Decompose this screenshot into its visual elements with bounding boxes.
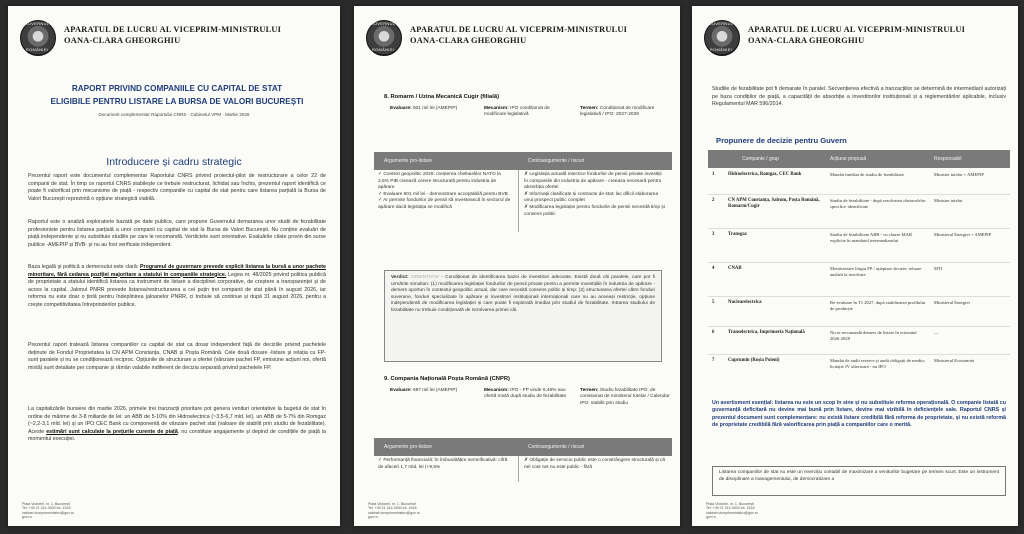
column-action: Acțiune propusă <box>830 156 867 162</box>
paragraph-2: Raportul este o analiză exploratorie bazată pe date publice, care propune Guvernului demararea unor studii de fezabilitate profesioniste pentru listarea parțială a unor companii cu capital de stat la Bursa de Valori București. Nu conține evaluări de piață independente și nu substituie studiile pe care le recomandă. Verdictele sunt orientative. Evaluările citate provin din surse publice -AMEPIP și BVB- și nu au fost verificate independent. <box>28 219 326 248</box>
evaluation-value: 601 mil lei (AMEPIP) <box>412 106 458 111</box>
column-pro: Argumente pro-listare <box>384 158 433 164</box>
paragraph-5-rest: , nu constituie angajamente și depind de condițiile de piață la momentul execuției. <box>28 428 326 443</box>
paragraph-3-rest: Legea nr. 48/2025 privind politica publică de proprietate a statului identifică listarea ca instrument de listare a disciplinei corporative, de creștere a transparenței și de acces la capital. Jalonul PNRR prevede listarea/restructurarea a cel puțin trei companii de stat până în august 2026, iar reforma nu este doar o țintă pentru îndeplinirea jaloanelor PNRR, ci trebuie să continue și după 31 august 2026, pentru a crește competitivitatea întreprinderilor publice. <box>28 271 326 308</box>
report-subtitle: Document complementar Raportului CNRS · Cabinetul VPM · Martie 2026 <box>98 112 250 117</box>
crest-text-bottom: ROMÂNIEI <box>25 47 49 52</box>
page-footer <box>368 502 420 520</box>
row-number: 5 <box>712 300 715 305</box>
row-number: 2 <box>712 198 715 203</box>
paragraph-4: Prezentul raport tratează listarea companiilor cu capital de stat ca dosar independent față de deciziile privind pachetele deținute de Fondul Proprietatea la CN APM Constanța, CNAB și Poșta Română. Cele două dosare -listare și relația cu FP- sunt paralele și nu se condiționează reciproc. Opțiunile de structurare a ofertei (vânzare pachet FP, emisiune acțiuni noi, ofertă mixtă) sunt detaliate per companie și rămân valabile indiferent de decizia separată privind pachetele FP. <box>28 342 326 371</box>
crest-text-bottom: ROMÂNIEI <box>371 47 395 52</box>
org-name <box>410 24 627 46</box>
crest-text-top: GUVERNUL <box>370 21 396 26</box>
paragraph-3 <box>28 264 326 310</box>
report-title-line-1: RAPORT PRIVIND COMPANIILE CU CAPITAL DE STAT <box>71 84 283 93</box>
proposal-table-header <box>708 150 1010 168</box>
section-9-table-header <box>374 438 672 456</box>
org-name <box>748 24 965 46</box>
row-company: CN APM Constanța, Salrom, Poșta Română, Romarm/Cugir <box>728 198 820 210</box>
page-footer <box>706 502 758 520</box>
footer-address: Piața Victoriei, nr. 1, București <box>368 501 416 506</box>
footer-email: cabinet.viceprimministru@gov.ro <box>706 510 758 515</box>
footer-website: gov.ro <box>22 515 32 520</box>
section-9-evaluation <box>390 388 472 394</box>
verdict-label: Verdict: <box>391 275 409 280</box>
column-pro: Argumente pro-listare <box>384 444 433 450</box>
proposal-heading: Propunere de decizie pentru Guvern <box>716 136 847 145</box>
section-heading: Introducere și cadru strategic <box>106 156 242 168</box>
section-8-pro-list: ✓ Context geopolitic 2026: creșterea cheltuielilor NATO la 2,5% PIB creează cerere structurală pentru industria de apărare ✓ Evaluare 601 mil lei - demonstrare acceptabilă pentru BVB ✓ Ar permite fondurilor de pensii să investească în sectorul de apărare dacă legislația se modifică <box>378 172 511 210</box>
letterhead <box>704 20 1010 60</box>
org-name <box>64 24 281 46</box>
row-action: Studiu de fezabilitate - după rezolvarea obstacolelor specifice identificate <box>830 198 926 210</box>
row-number: 7 <box>712 358 715 363</box>
evaluation-label: Evaluare: <box>390 388 412 393</box>
footer-phone: Tel: +40 21 314 3400 int. 1518 <box>22 506 71 511</box>
mechanism-label: Mecanism: <box>484 388 509 393</box>
row-company: Transelectrica, Imprimeria Națională <box>728 330 805 335</box>
page-1 <box>8 6 340 526</box>
row-owner: Ministerul Economiei <box>934 358 975 363</box>
letterhead <box>366 20 672 60</box>
row-number: 1 <box>712 172 715 177</box>
section-9-mechanism <box>484 388 568 401</box>
column-company: Companie / grup <box>742 156 779 162</box>
row-number: 6 <box>712 330 715 335</box>
page-3 <box>692 6 1018 526</box>
intro-paragraph: Studiile de fezabilitate pot fi demarate în paralel. Secvențierea efectivă a tranzacțiilor se determină de intermediarii autorizați pe baza condițiilor de piață, a capacității de absorbție a investitorilor instituționali și a reglementărilor aplicabile, inclusiv Regulamentul MAR 596/2014. <box>712 86 1006 108</box>
verdict-tag: ORIENTATIV <box>410 275 439 280</box>
verdict-text <box>391 275 655 315</box>
footer-address: Piața Victoriei, nr. 1, București <box>22 501 70 506</box>
table-row <box>708 300 1010 327</box>
report-title <box>34 82 320 108</box>
column-contra: Contraargumente / riscuri <box>528 444 585 450</box>
row-owner: Ministerul Energiei <box>934 300 970 305</box>
paragraph-5-underlined: estimări sunt calculate la prețurile curente de piață <box>46 428 178 435</box>
letterhead <box>20 20 332 60</box>
closing-box <box>712 466 1006 496</box>
table-row <box>708 232 1010 263</box>
mechanism-value: IPO - FP vinde 6,48% sau ofertă mixtă după studiu de fezabilitate <box>484 388 567 400</box>
term-value: Condiționat de modificare legislativă / IPO: 2027-2028 <box>580 106 655 118</box>
paragraph-3-underlined: Programul de guvernare prevede explicit listarea la bursă a unor pachete minoritare, fără cedarea poziției majoritare a statului în companiile strategice. <box>28 264 326 278</box>
section-8-evaluation <box>390 106 472 112</box>
row-action: Monitorizare litigiu FP / așteptare decizie; reluare analiză la rezolvare <box>830 266 922 278</box>
crest-text-top: GUVERNUL <box>24 21 50 26</box>
verdict-body: - Condiționat de identificarea bazei de investitori adecvate. Există două căi paralele, care pot fi urmărite simultan: (1) modificarea legislației fondurilor de pensii private pentru a permite investițiile în industria de apărare - demers oportun în contextul geopolitic actual, dar care necesită consens politic și timp; (2) structurarea ofertei către fonduri suverane, fonduri specializate în apărare și investitori instituționali internaționali care nu au aceeași restricție, opțiune independentă de modificarea legislației și care poate fi explorată imediat prin studiul de fezabilitate. Intrarea studiului de fezabilitate nu trebuie condiționată de rezolvarea primei căi. <box>391 275 655 313</box>
row-action: Re-evaluare în T1 2027, după stabilizarea profilului de producție <box>830 300 926 312</box>
footer-email: cabinet.viceprimministru@gov.ro <box>368 510 420 515</box>
org-line-1: APARATUL DE LUCRU AL VICEPRIM-MINISTRULUI <box>410 25 628 34</box>
row-number: 3 <box>712 232 715 237</box>
verdict-box <box>384 270 662 362</box>
row-owner: — <box>934 330 939 335</box>
row-owner: Minister tutelar <box>934 198 963 203</box>
column-owner: Responsabil <box>934 156 962 162</box>
row-action: Studiu de fezabilitate ABB - cu clauze MAR explicite în mandatul intermediarului <box>830 232 913 244</box>
table-divider <box>518 170 519 232</box>
section-8-contra-list: ✗ Legislația actuală interzice fondurilor de pensii private investiții în companiile din industria de apărare - creeaza necesară pentru absorbția ofertei ✗ Informații clasificate și contracte de stat: lac dificil elaborarea unui prospect public complet ✗ Modificarea legislației pentru fondurile de pensii necesită timp și consens politic <box>524 172 665 217</box>
footer-website: gov.ro <box>368 515 378 520</box>
row-company: Nuclearelectrica <box>728 300 762 305</box>
paragraph-1: Prezentul raport este documentul complementar Raportului CNRS privind proiectul-pilot de restructurare a celor 22 de companii de stat. În timp ce raportul CNRS stabilește ce trebuie restructurat, lichidat sau închis, prezentul raport identifică ce poate fi valorificat prin mecanisme de piață - respectiv companiile cu capital de stat pentru care listarea parțială la Bursa de Valori București reprezintă o opțiune strategică viabilă. <box>28 173 326 202</box>
row-owner: MTI <box>934 266 943 271</box>
table-row <box>708 198 1010 229</box>
section-8-mechanism <box>484 106 568 119</box>
page-footer <box>22 502 74 520</box>
paragraph-5 <box>28 406 326 444</box>
crest-text-top: GUVERNUL <box>708 21 734 26</box>
table-row <box>708 358 1010 386</box>
section-8-term <box>580 106 672 119</box>
evaluation-label: Evaluare: <box>390 106 412 111</box>
footer-phone: Tel: +40 21 314 3400 int. 1518 <box>368 506 417 511</box>
table-divider <box>518 456 519 482</box>
row-owner: Minister tutelar + AMEPIP <box>934 172 984 177</box>
org-line-1: APARATUL DE LUCRU AL VICEPRIM-MINISTRULUI <box>64 25 282 34</box>
section-9-term <box>580 388 672 407</box>
section-9-pro-list: ✓ Performanță financiară: în îmbunătățire semnificativă: cifră de afaceri 1,7 mld. lei (+9,5% <box>378 458 508 470</box>
section-9-contra-list: ✗ Obligație de serviciu public este o constrângere structurală și că nel cost net nu este public - fără <box>524 458 666 470</box>
row-number: 4 <box>712 266 715 271</box>
paragraph-5-start: La capitalizările bursiere din martie 2026, primele trei tranzacții prioritare pot genera venituri orientative la bugetul de stat în ordine de mărime de 3-8 miliarde de lei: un ABB de 5-10% din Hidroelectrica (~3,5-6,7 mld. lei), un ABB de 5-7% din Romgaz (~2,2-3,1 mld. lei) și un IPO CEC Bank cu componentă de vânzare pachet stat (valoare de stabilit prin studiu de fezabilitate). Aceste <box>28 406 326 435</box>
row-company: Hidroelectrica, Romgaz, CEC Bank <box>728 172 802 177</box>
org-line-2: OANA-CLARA GHEORGHIU <box>748 36 865 45</box>
row-action: Mandat imediat de studiu de fezabilitate <box>830 172 904 177</box>
crest-text-bottom: ROMÂNIEI <box>709 47 733 52</box>
org-line-1: APARATUL DE LUCRU AL VICEPRIM-MINISTRULUI <box>748 25 966 34</box>
warning-paragraph: Un avertisment esențial: listarea nu este un scop în sine și nu substituie reforma operațională. O companie listată cu guvernanță deficitară nu devine mai bună prin listare, devine mai vizibilă în deficiențele sale. Raportul CNRS și prezentul document sunt complementare: nu există listare credibilă fără reforma de proprietate, și nu există reformă de proprietate credibilă fără valorificarea prin piață a companiilor care o merită. <box>712 400 1006 429</box>
row-company: Cuprumin (Roșia Poieni) <box>728 358 780 363</box>
org-line-2: OANA-CLARA GHEORGHIU <box>64 36 181 45</box>
section-8-table-header <box>374 152 672 170</box>
footer-email: cabinet.viceprimministru@gov.ro <box>22 510 74 515</box>
term-label: Termen: <box>580 388 599 393</box>
table-row <box>708 266 1010 297</box>
mechanism-label: Mecanism: <box>484 106 509 111</box>
section-8-title: 8. Romarm / Uzina Mecanică Cugir (filială) <box>384 94 500 100</box>
row-company: Transgaz <box>728 232 747 237</box>
column-contra: Contraargumente / riscuri <box>528 158 585 164</box>
term-value: Studiu fezabilitate IPO: de comisionat de ministerul tutelar / Calendar IPO: stabilit prin studiu <box>580 388 670 406</box>
page-2 <box>354 6 680 526</box>
row-company: CNAB <box>728 266 742 271</box>
row-owner: Ministerul Energiei + AMEPIP <box>934 232 992 237</box>
row-action: Nu se recomandă demers de listare în orizontul 2026-2028 <box>830 330 917 342</box>
report-title-line-2: ELIGIBILE PENTRU LISTARE LA BURSA DE VALORI BUCUREȘTI <box>50 97 304 106</box>
closing-text: Listarea companiilor de stat nu este un exercițiu contabil de maximizare a veniturilor bugetare pe termen scurt. Este un instrument de disciplinare a managementului, de democratizare a <box>719 470 999 482</box>
section-9-title: 9. Compania Națională Poșta Română (CNPR) <box>384 376 510 382</box>
row-action: Mandat de audit rezerve și audit obligații de mediu; licitație JV ulterioară - nu IPO <box>830 358 925 370</box>
evaluation-value: 697 mil lei (AMEPIP) <box>412 388 458 393</box>
footer-phone: Tel: +40 21 314 3400 int. 1518 <box>706 506 755 511</box>
table-row <box>708 330 1010 355</box>
footer-address: Piața Victoriei, nr. 1, București <box>706 501 754 506</box>
footer-website: gov.ro <box>706 515 716 520</box>
term-label: Termen: <box>580 106 599 111</box>
mechanism-value: IPO condiționat de modificare legislativă <box>484 106 550 118</box>
org-line-2: OANA-CLARA GHEORGHIU <box>410 36 527 45</box>
table-row <box>708 172 1010 195</box>
paragraph-3-start: Baza legală și politică a demersului este clară: <box>28 264 140 270</box>
